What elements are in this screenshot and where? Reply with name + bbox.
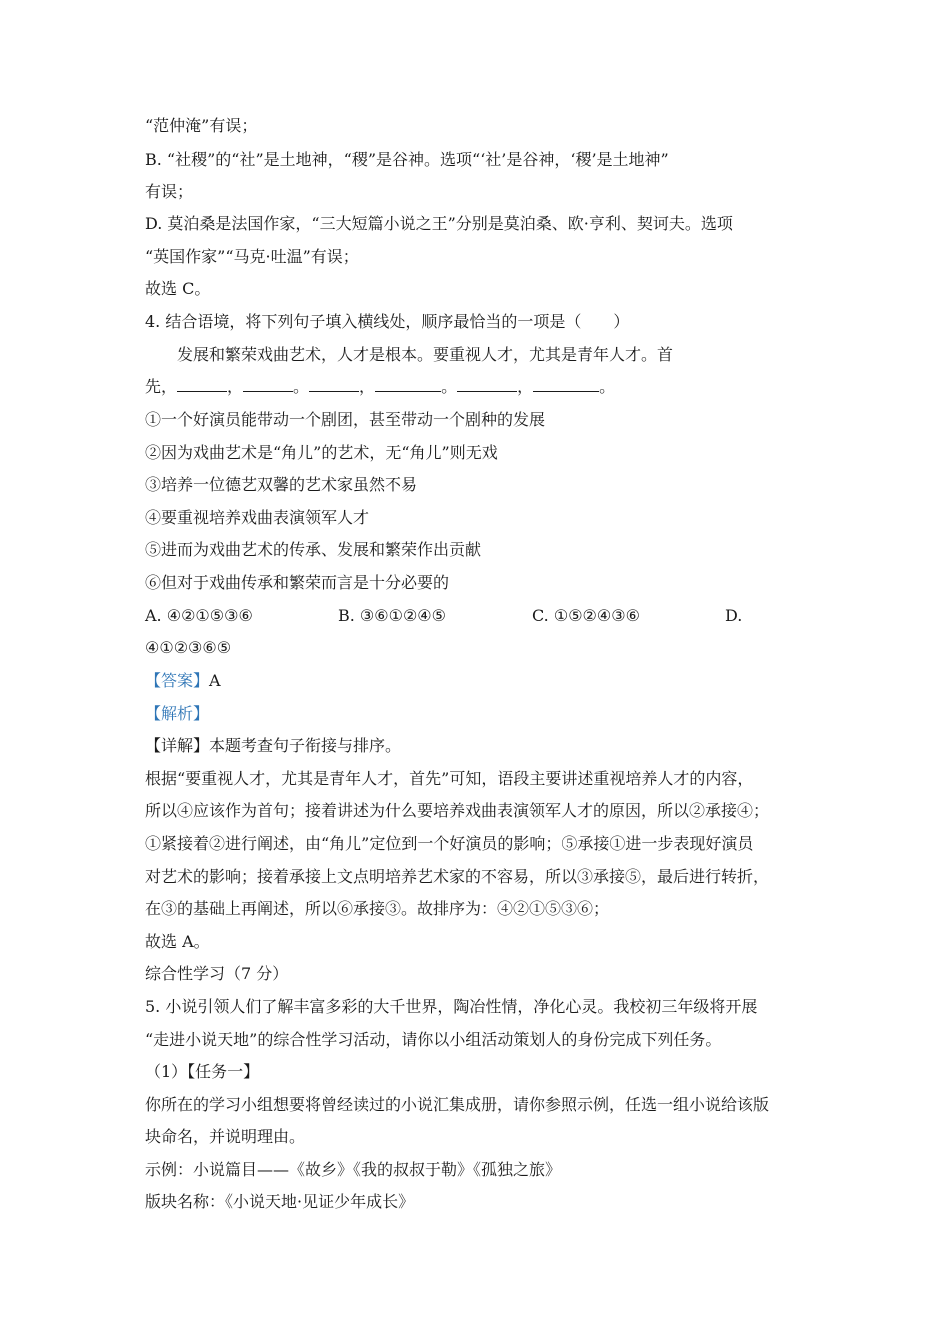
option-a: A. ④②①⑤③⑥ (145, 606, 253, 625)
explanation-line: 所以④应该作为首句；接着讲述为什么要培养戏曲表演领军人才的原因，所以②承接④； (145, 801, 770, 820)
explanation-line: 在③的基础上再阐述，所以⑥承接③。故排序为：④②①⑤③⑥； (145, 899, 610, 918)
comma: ， (359, 377, 376, 396)
question-5-stem: 5. 小说引领人们了解丰富多彩的大千世界，陶冶性情，净化心灵。我校初三年级将开展 (145, 997, 758, 1016)
passage-prefix: 先， (145, 377, 178, 396)
explanation-line: 根据“要重视人才，尤其是青年人才，首先”可知，语段主要讲述重视培养人才的内容， (145, 769, 754, 788)
answer-value: A (209, 671, 221, 690)
sentence-item: ②因为戏曲艺术是“角儿”的艺术，无“角儿”则无戏 (145, 443, 498, 462)
task-description: 你所在的学习小组想要将曾经读过的小说汇集成册，请你参照示例，任选一组小说给该版 (145, 1095, 770, 1114)
option-d-label: D. (725, 606, 743, 625)
text-line: “范仲淹”有误； (145, 116, 258, 135)
section-title: 综合性学习（7 分） (145, 964, 289, 983)
blank-2 (243, 377, 293, 392)
period: 。 (599, 377, 616, 396)
sentence-item: ③培养一位德艺双馨的艺术家虽然不易 (145, 475, 418, 494)
conclusion-line: 故选 A。 (145, 932, 210, 951)
question-4-blanks (145, 377, 615, 397)
text-line: B. “社稷”的“社”是土地神，“稷”是谷神。选项“‘社’是谷神，‘稷’是土地神” (145, 150, 669, 169)
text-line: 故选 C。 (145, 279, 211, 298)
comma: ， (227, 377, 244, 396)
block-name-line: 版块名称：《小说天地·见证少年成长》 (145, 1192, 415, 1211)
blank-6 (533, 377, 599, 392)
sentence-item: ⑤进而为戏曲艺术的传承、发展和繁荣作出贡献 (145, 540, 482, 559)
option-b: B. ③⑥①②④⑤ (338, 606, 446, 625)
sentence-item: ④要重视培养戏曲表演领军人才 (145, 508, 370, 527)
sentence-item: ⑥但对于戏曲传承和繁荣而言是十分必要的 (145, 573, 450, 592)
explanation-line: ①紧接着②进行阐述，由“角儿”定位到一个好演员的影响；⑤承接①进一步表现好演员 (145, 834, 754, 853)
blank-4 (375, 377, 441, 392)
answer-line (145, 671, 221, 691)
answer-tag: 【答案】 (145, 671, 210, 690)
option-d-value: ④①②③⑥⑤ (145, 638, 232, 657)
explanation-line: 对艺术的影响；接着承接上文点明培养艺术家的不容易，所以③承接⑤，最后进行转折， (145, 867, 770, 886)
detail-line: 【详解】本题考查句子衔接与排序。 (145, 736, 402, 755)
analysis-tag: 【解析】 (145, 704, 210, 723)
blank-1 (177, 377, 227, 392)
task-description: 块命名，并说明理由。 (145, 1127, 306, 1146)
comma: ， (517, 377, 534, 396)
task-heading: （1）【任务一】 (145, 1062, 260, 1081)
sentence-item: ①一个好演员能带动一个剧团，甚至带动一个剧种的发展 (145, 410, 546, 429)
example-line: 示例：小说篇目——《故乡》《我的叔叔于勒》《孤独之旅》 (145, 1160, 562, 1179)
blank-5 (457, 377, 517, 392)
text-line: 有误； (145, 182, 194, 201)
period: 。 (293, 377, 310, 396)
period: 。 (441, 377, 458, 396)
question-5-stem: “走进小说天地”的综合性学习活动，请你以小组活动策划人的身份完成下列任务。 (145, 1030, 722, 1049)
option-c: C. ①⑤②④③⑥ (532, 606, 640, 625)
question-4-passage: 发展和繁荣戏曲艺术，人才是根本。要重视人才，尤其是青年人才。首 (177, 345, 674, 364)
blank-3 (309, 377, 359, 392)
text-line: D. 莫泊桑是法国作家，“三大短篇小说之王”分别是莫泊桑、欧·亨利、契诃夫。选项 (145, 214, 733, 233)
question-4-stem: 4. 结合语境，将下列句子填入横线处，顺序最恰当的一项是（ ） (145, 312, 630, 331)
text-line: “英国作家”“马克·吐温”有误； (145, 247, 359, 266)
